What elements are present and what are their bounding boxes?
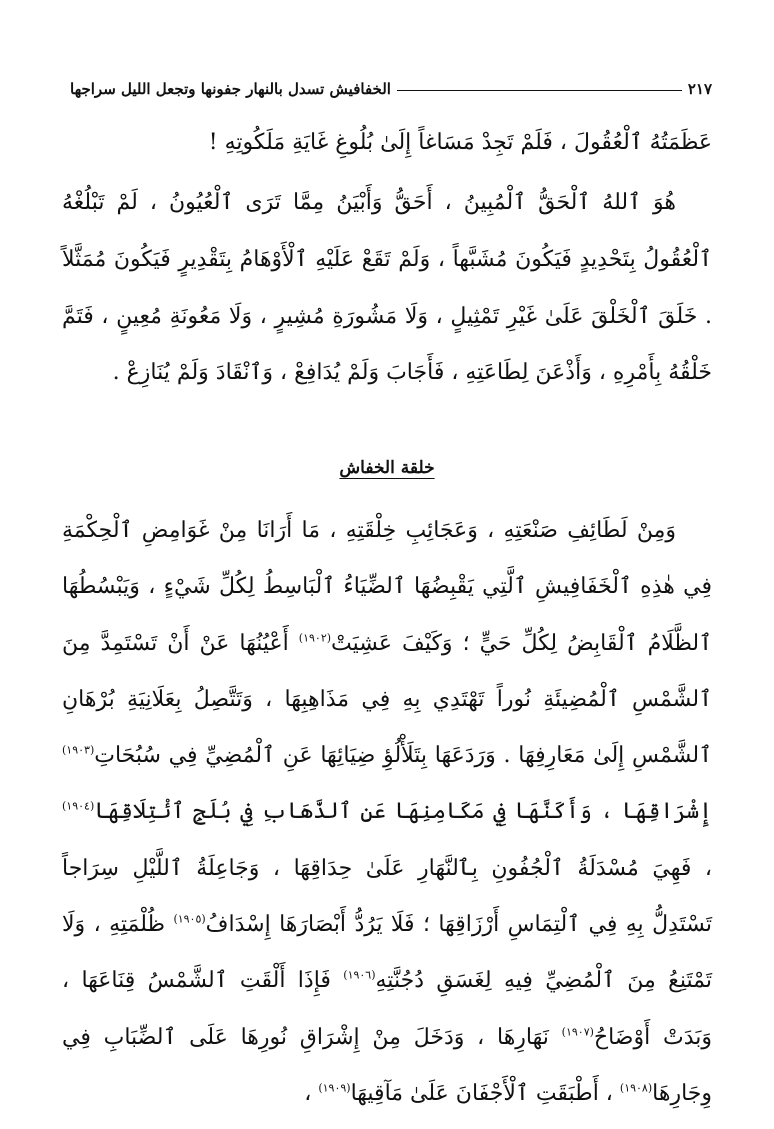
- header-rule: [397, 90, 682, 91]
- text-run: أَعْيُنُهَا عَنْ أَنْ تَسْتَمِدَّ مِنَ ٱلشَّمْسِ ٱلْمُضِيئَةِ نُوراً تَهْتَدِي بِهِ فِي مَذَاهِبِهَا ، وَتَتَّصِلُ بِعَلَانِيَةِ بُرْهَانِ ٱلشَّمْسِ إِلَىٰ مَعَارِفِهَا . وَرَدَعَهَا بِتَلَأْلُؤِ ضِيَائِهَا عَنِ ٱلْمُضِيِّ فِي سُبُحَاتِ: [62, 630, 712, 769]
- text-run: ، فَهِيَ مُسْدَلَةُ ٱلْجُفُونِ بِٱلنَّهَارِ عَلَىٰ حِدَاقِهَا ، وَجَاعِلَةُ ٱللَّيْلِ سِرَاجاً تَسْتَدِلُّ بِهِ فِي ٱلْتِمَاسِ أَرْزَاقِهَا ؛ فَلَا يَرُدُّ أَبْصَارَهَا إِسْدَافُ: [62, 855, 712, 938]
- footnote-marker: (١٩٠٦): [343, 969, 376, 983]
- paragraph-continued: عَظَمَتُهُ ٱلْعُقُولَ ، فَلَمْ تَجِدْ مَسَاغاً إِلَىٰ بُلُوغِ غَايَةِ مَلَكُوتِهِ !: [208, 130, 712, 155]
- section-heading: خلقة الخفاش: [339, 458, 435, 478]
- text-run: إِشْرَاقِهَا ، وَأَكَنَّهَا فِي مَكَامِنِهَا عَنِ ٱلذَّهَابِ فِي بُلَجِ ٱئْتِلَاقِهَا: [94, 799, 712, 825]
- running-title: الخفافيش تسدل بالنهار جفونها وتجعل الليل سراجها: [70, 80, 391, 98]
- running-header: [62, 72, 712, 98]
- footnote-marker: (١٩٠٨): [619, 1081, 653, 1095]
- text-run: ، أَطْبَقَتِ ٱلْأَجْفَانَ عَلَىٰ مَآقِيهَا: [350, 1080, 620, 1106]
- page-number: ٢١٧: [687, 80, 712, 98]
- footnote-marker: (١٩٠٩): [318, 1081, 351, 1095]
- text-run: فَإِذَا أَلْقَتِ ٱلشَّمْسُ قِنَاعَهَا ، وَبَدَتْ أَوْضَاحُ: [62, 968, 712, 1050]
- footnote-marker: (١٩٠٢): [298, 631, 332, 645]
- footnote-marker: (١٩٠٥): [173, 912, 206, 926]
- footnote-marker: (١٩٠٧): [561, 1025, 594, 1039]
- paragraph-god-description: هُوَ ٱللهُ ٱلْحَقُّ ٱلْمُبِينُ ، أَحَقُّ وَأَبْيَنُ مِمَّا تَرَى ٱلْعُيُونُ ، لَمْ تَبْلُغْهُ ٱلْعُقُولُ بِتَحْدِيدٍ فَيَكُونَ مُشَبَّهاً ، وَلَمْ تَقَعْ عَلَيْهِ ٱلْأَوْهَامُ بِتَقْدِيرٍ فَيَكُونَ مُمَثَّلاً . خَلَقَ ٱلْخَلْقَ عَلَىٰ غَيْرِ تَمْثِيلٍ ، وَلَا مَشُورَةِ مُشِيرٍ ، وَلَا مَعُونَةِ مُعِينٍ ، فَتَمَّ خَلْقُهُ بِأَمْرِهِ ، وَأَذْعَنَ لِطَاعَتِهِ ، فَأَجَابَ وَلَمْ يُدَافِعْ ، وَٱنْقَادَ وَلَمْ يُنَازِعْ .: [62, 190, 712, 386]
- text-run: وَمِنْ لَطَائِفِ صَنْعَتِهِ ، وَعَجَائِبِ خِلْقَتِهِ ، مَا أَرَانَا مِنْ غَوَامِضِ ٱلْحِكْمَةِ فِي هٰذِهِ ٱلْخَفَافِيشِ ٱلَّتِي يَقْبِضُهَا ٱلضِّيَاءُ ٱلْبَاسِطُ لِكُلِّ شَيْءٍ ، وَيَبْسُطُهَا ٱلظَّلَامُ ٱلْقَابِضُ لِكُلِّ حَيٍّ ؛ وَكَيْفَ عَشِيَتْ: [62, 518, 712, 656]
- footnote-marker: (١٩٠٤): [62, 800, 95, 814]
- footnote-marker: (١٩٠٣): [62, 743, 95, 757]
- text-run: ،: [304, 1080, 319, 1106]
- text-run: نَهَارِهَا ، وَدَخَلَ مِنْ إِشْرَاقِ نُورِهَا عَلَى ٱلضِّبَابِ فِي وِجَارِهَا: [62, 1024, 712, 1106]
- paragraph-bat-creation: [62, 503, 712, 1122]
- text-run: ظُلْمَتِهِ ، وَلَا تَمْتَنِعُ مِنَ ٱلْمُضِيِّ فِيهِ لِغَسَقِ دُجُنَّتِهِ: [62, 912, 712, 994]
